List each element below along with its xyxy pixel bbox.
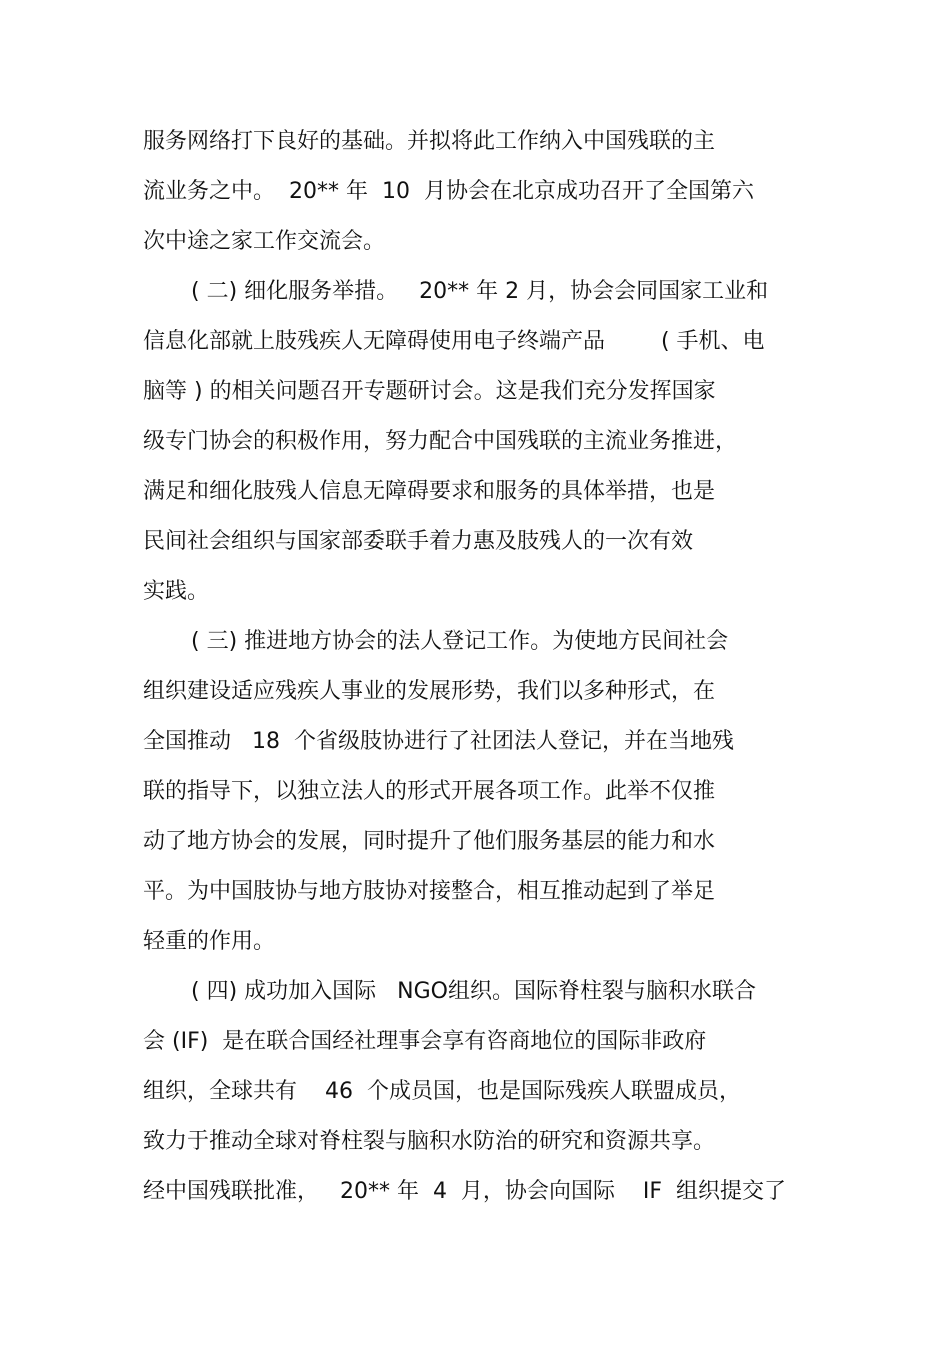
text-line: 级专门协会的积极作用，努力配合中国残联的主流业务推进， [143, 429, 738, 454]
text-line: 经中国残联批准， 20** 年 4 月，协会向国际 IF 组织提交了 [143, 1179, 787, 1204]
text-line: 服务网络打下良好的基础。并拟将此工作纳入中国残联的主 [143, 129, 716, 154]
text-line: 轻重的作用。 [143, 929, 276, 954]
text-line: 流业务之中。 20** 年 10 月协会在北京成功召开了全国第六 [143, 179, 754, 204]
text-line: 民间社会组织与国家部委联手着力惠及肢残人的一次有效 [143, 529, 694, 554]
text-line: 全国推动 18 个省级肢协进行了社团法人登记，并在当地残 [143, 729, 734, 754]
text-line: 平。为中国肢协与地方肢协对接整合，相互推动起到了举足 [143, 879, 716, 904]
text-line: 实践。 [143, 579, 210, 604]
text-line: 会 (IF) 是在联合国经社理事会享有咨商地位的国际非政府 [143, 1029, 707, 1054]
text-line: 联的指导下，以独立法人的形式开展各项工作。此举不仅推 [143, 779, 716, 804]
text-line: 致力于推动全球对脊柱裂与脑积水防治的研究和资源共享。 [143, 1129, 716, 1154]
paragraph-3-heading: ( 三) 推进地方协会的法人登记工作。为使地方民间社会 [191, 629, 729, 654]
text-line: 信息化部就上肢残疾人无障碍使用电子终端产品 ( 手机、电 [143, 329, 765, 354]
text-line: 组织，全球共有 46 个成员国，也是国际残疾人联盟成员， [143, 1079, 741, 1104]
paragraph-4-heading: ( 四) 成功加入国际 NGO组织。国际脊柱裂与脑积水联合 [191, 979, 756, 1004]
text-line: 满足和细化肢残人信息无障碍要求和服务的具体举措，也是 [143, 479, 716, 504]
text-line: 组织建设适应残疾人事业的发展形势，我们以多种形式，在 [143, 679, 716, 704]
text-line: 动了地方协会的发展，同时提升了他们服务基层的能力和水 [143, 829, 716, 854]
paragraph-2-heading: ( 二) 细化服务举措。 20** 年 2 月，协会会同国家工业和 [191, 279, 769, 304]
text-line: 脑等 ) 的相关问题召开专题研讨会。这是我们充分发挥国家 [143, 379, 716, 404]
text-line: 次中途之家工作交流会。 [143, 229, 386, 254]
